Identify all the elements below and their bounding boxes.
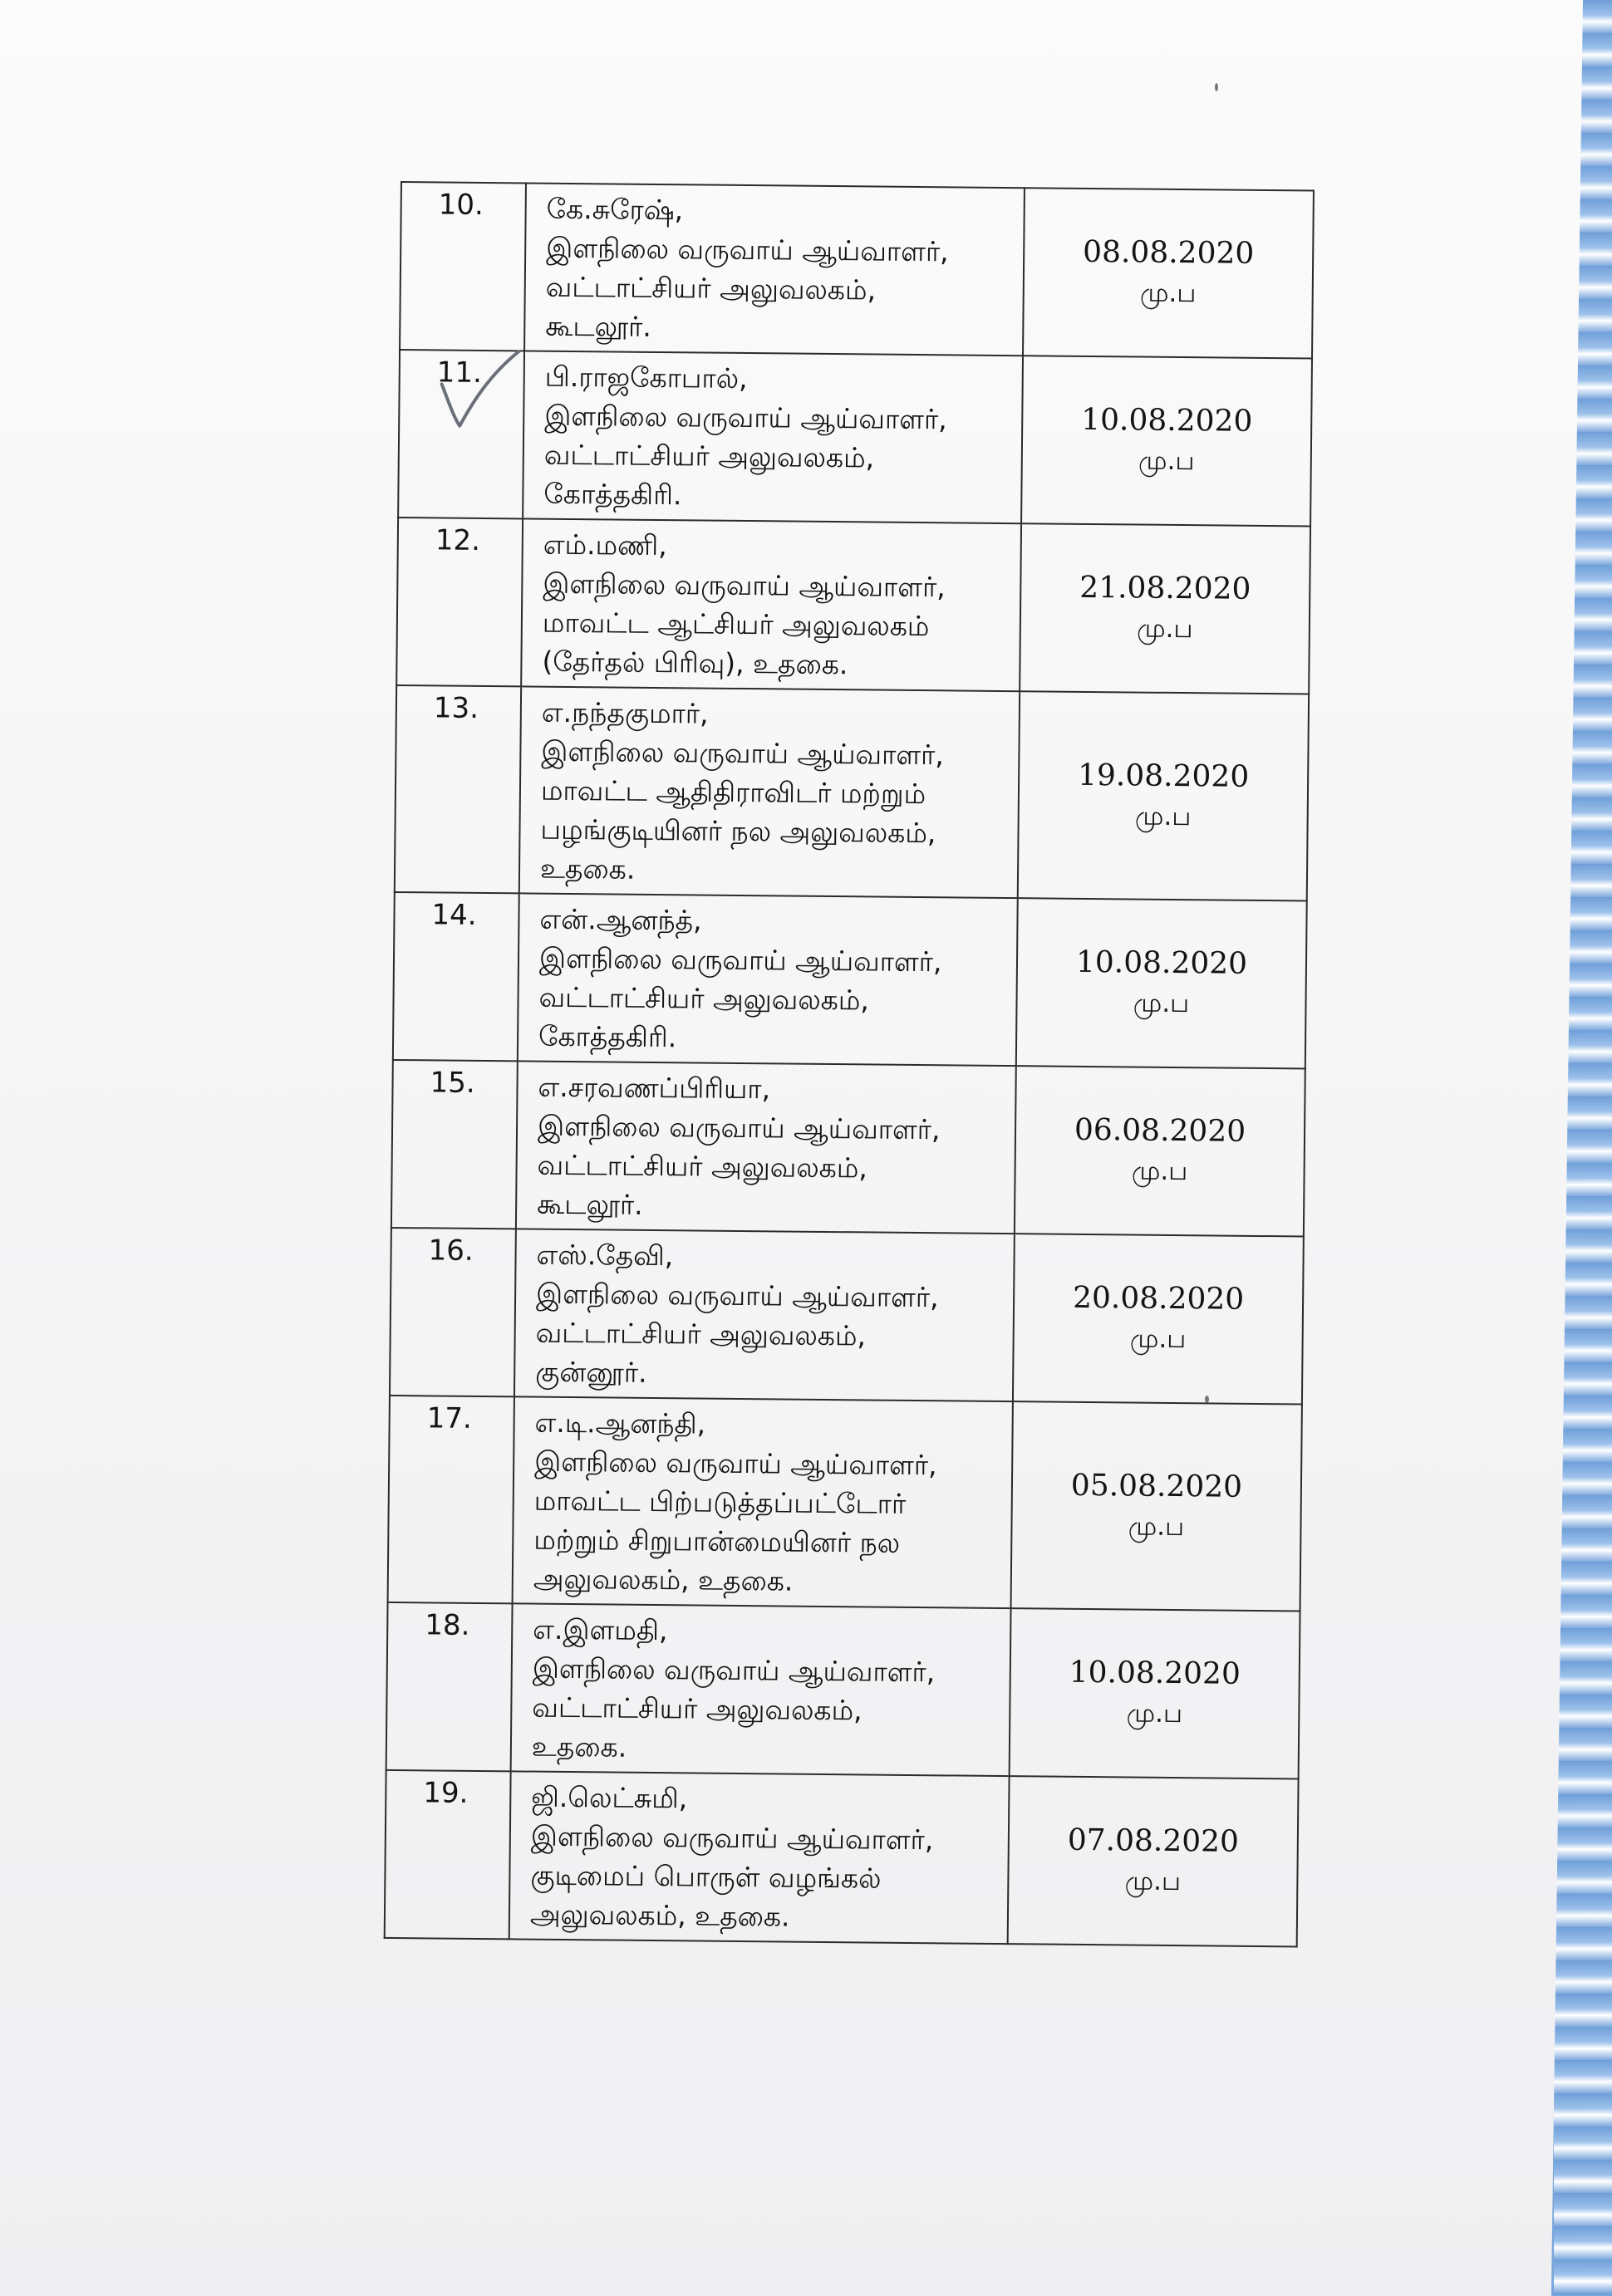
serial-number: 19. [385,1770,511,1939]
office-line: அலுவலகம், உதகை. [533,1562,794,1597]
date-cell [1010,1608,1300,1778]
office-line: அலுவலகம், உதகை. [529,1897,790,1933]
office-line: வட்டாட்சியர் அலுவலகம், [535,1316,867,1352]
employee-details [516,1061,1016,1234]
date-value: 07.08.2020 [1067,1823,1240,1859]
office-line: குன்னூர். [535,1355,647,1389]
date-value: 21.08.2020 [1079,570,1251,606]
session-value: மு.ப [1134,801,1192,832]
table-row [385,1770,1299,1947]
office-line: கூடலூர். [545,309,652,343]
table-row [396,518,1310,694]
office-line: கூடலூர். [537,1187,643,1221]
serial-number [398,350,524,518]
employee-details [509,1771,1010,1944]
office-line: பழங்குடியினர் நல அலுவலகம், [540,812,936,850]
serial-number: 10. [400,182,526,351]
office-line: மாவட்ட ஆட்சியர் அலுவலகம் [542,606,930,643]
date-value: 08.08.2020 [1082,234,1255,271]
date-value: 05.08.2020 [1070,1468,1243,1504]
employee-details [519,686,1020,898]
office-line: மாவட்ட ஆதிதிராவிடர் மற்றும் [540,773,926,811]
office-line: குடிமைப் பொருள் வழங்கல் [530,1858,882,1895]
date-value: 20.08.2020 [1072,1280,1245,1317]
date-value: 10.08.2020 [1075,944,1248,981]
session-value: மு.ப [1137,613,1193,645]
employee-name: எ.டி.ஆனந்தி, [534,1406,706,1440]
table-row [400,182,1314,359]
employee-name: பி.ராஜகோபால், [544,360,748,395]
table-row [386,1602,1300,1779]
office-line: வட்டாட்சியர் அலுவலகம், [537,1148,868,1185]
session-value: மு.ப [1128,1510,1185,1542]
session-value: மு.ப [1131,1155,1188,1187]
employee-name: எ.இளமதி, [533,1612,668,1647]
serial-number: 12. [396,518,523,686]
session-value: மு.ப [1138,445,1195,477]
employee-name: என்.ஆனந்த், [539,902,702,937]
employee-details [524,183,1025,356]
designation: இளநிலை வருவாய் ஆய்வாளர், [530,1819,934,1857]
employee-name: எஸ்.தேவி, [536,1238,674,1273]
date-cell [1015,1066,1305,1236]
serial-number: 14. [393,892,519,1061]
table-row [395,685,1309,901]
date-cell [1020,523,1310,694]
designation: இளநிலை வருவாய் ஆய்வாளர், [546,231,949,268]
office-line: வட்டாட்சியர் அலுவலகம், [538,980,870,1017]
designation: இளநிலை வருவாய் ஆய்வாளர், [543,567,946,604]
date-cell [1008,1776,1299,1946]
serial-number: 13. [395,685,521,893]
table-row [398,350,1312,527]
table-row [391,1060,1305,1237]
session-value: மு.ப [1133,988,1190,1019]
date-value: 06.08.2020 [1074,1112,1246,1149]
office-line: கோத்தகிரி. [538,1019,677,1054]
designation: இளநிலை வருவாய் ஆய்வாளர், [535,1277,939,1314]
employee-name: எம்.மணி, [543,527,667,562]
date-value: 10.08.2020 [1081,402,1253,439]
office-line: உதகை. [531,1729,627,1764]
office-line: வட்டாட்சியர் அலுவலகம், [545,270,877,307]
employee-details [513,1396,1013,1608]
date-cell [1013,1234,1304,1404]
date-cell [1016,898,1307,1068]
designation: இளநிலை வருவாய் ஆய்வாளர், [544,399,947,436]
table-row [393,892,1307,1069]
designation: இளநிலை வருவாய் ஆய்வாளர், [537,1109,941,1146]
designation: இளநிலை வருவாய் ஆய்வாளர், [538,941,942,979]
table-row [390,1228,1304,1405]
employee-details [514,1229,1015,1401]
employee-name: எ.சரவணப்பிரியா, [538,1070,771,1106]
serial-number-text: 11. [436,356,483,390]
posting-table [384,181,1315,1947]
employee-name: ஜி.லெட்சுமி, [531,1780,688,1815]
posting-table-wrapper [384,181,1313,1947]
office-line: உதகை. [539,851,636,886]
employee-details [518,893,1018,1066]
session-value: மு.ப [1124,1866,1182,1897]
office-line: கோத்தகிரி. [543,477,682,512]
employee-details [511,1603,1011,1776]
table-row [388,1396,1302,1612]
session-value: மு.ப [1129,1323,1187,1355]
serial-number: 16. [390,1228,516,1396]
employee-details [523,351,1023,523]
designation: இளநிலை வருவாய் ஆய்வாளர், [534,1445,937,1482]
serial-number: 18. [386,1602,513,1771]
session-value: மு.ப [1126,1698,1183,1729]
date-value: 19.08.2020 [1077,758,1250,794]
designation: இளநிலை வருவாய் ஆய்வாளர், [541,734,945,772]
date-value: 10.08.2020 [1069,1655,1241,1691]
date-cell [1023,188,1314,358]
serial-number: 15. [391,1060,518,1229]
date-cell [1021,356,1312,526]
employee-details [521,518,1021,691]
designation: இளநிலை வருவாய் ஆய்வாளர், [532,1651,936,1689]
session-value: மு.ப [1139,277,1197,309]
office-line: வட்டாட்சியர் அலுவலகம், [532,1690,863,1727]
office-line: மற்றும் சிறுபான்மையினர் நல [533,1523,901,1559]
date-cell [1011,1401,1302,1611]
employee-name: எ.நந்தகுமார், [541,695,709,730]
office-line: (தேர்தல் பிரிவு), உதகை. [542,645,848,681]
office-line: மாவட்ட பிற்படுத்தப்பட்டோர் [533,1484,907,1520]
office-line: வட்டாட்சியர் அலுவலகம், [543,438,875,474]
serial-number: 17. [388,1396,514,1603]
employee-name: கே.சுரேஷ், [546,192,684,227]
date-cell [1018,691,1309,900]
